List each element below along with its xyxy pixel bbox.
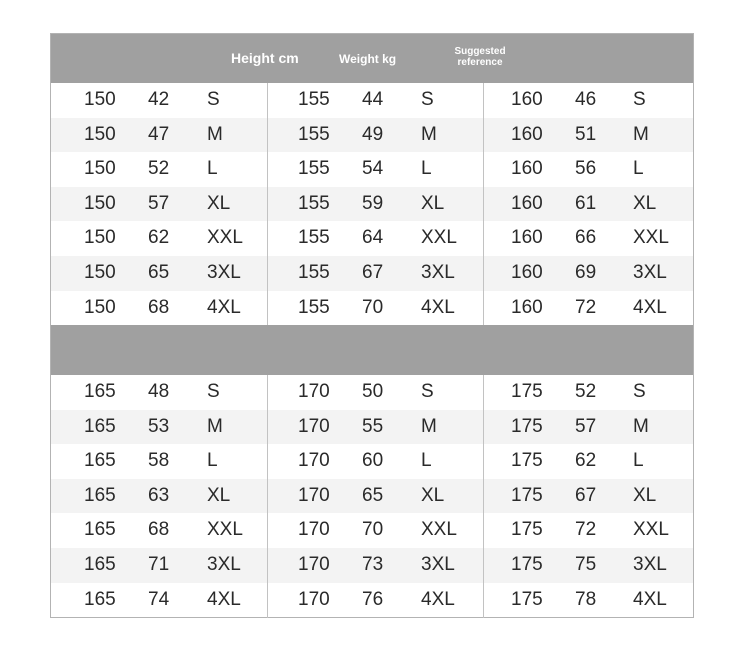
weight-cell: 66 <box>575 227 597 249</box>
size-cell: XL <box>421 192 445 214</box>
height-cell: 160 <box>511 227 543 249</box>
size-cell: S <box>421 89 434 110</box>
size-cell: XXL <box>633 227 669 249</box>
height-cell: 160 <box>511 123 543 145</box>
height-header: Height cm <box>231 50 299 66</box>
height-cell: 170 <box>298 415 330 437</box>
height-cell: 175 <box>511 554 543 575</box>
height-cell: 165 <box>84 588 116 610</box>
size-cell: XL <box>207 192 231 214</box>
size-cell: M <box>207 123 223 145</box>
height-cell: 175 <box>511 588 543 610</box>
weight-cell: 58 <box>148 450 170 472</box>
height-cell: 155 <box>298 192 330 214</box>
size-cell: 3XL <box>421 554 455 575</box>
height-cell: 160 <box>511 262 543 283</box>
weight-cell: 72 <box>575 296 597 318</box>
weight-cell: 78 <box>575 588 597 610</box>
weight-cell: 60 <box>362 450 384 472</box>
height-cell: 165 <box>84 381 116 402</box>
size-cell: S <box>207 89 220 110</box>
size-cell: 3XL <box>207 554 241 575</box>
weight-header: Weight kg <box>339 52 397 66</box>
weight-cell: 55 <box>362 415 384 437</box>
size-cell: S <box>207 381 220 402</box>
suggested-header-line2: reference <box>457 57 503 68</box>
height-cell: 175 <box>511 484 543 506</box>
size-cell: XL <box>421 484 445 506</box>
table-row <box>51 548 693 583</box>
table-row <box>51 583 693 618</box>
weight-cell: 42 <box>148 89 170 110</box>
height-cell: 160 <box>511 89 543 110</box>
weight-cell: 75 <box>575 554 597 575</box>
table-row <box>51 152 693 187</box>
column-divider <box>483 375 484 618</box>
height-cell: 155 <box>298 123 330 145</box>
weight-cell: 72 <box>575 519 597 541</box>
weight-cell: 71 <box>148 554 170 575</box>
column-divider <box>267 375 268 618</box>
table-row <box>51 410 693 445</box>
height-cell: 160 <box>511 158 543 180</box>
height-cell: 155 <box>298 262 330 283</box>
size-cell: XXL <box>421 519 457 541</box>
size-cell: 4XL <box>207 588 241 610</box>
weight-cell: 68 <box>148 296 170 318</box>
weight-cell: 57 <box>148 192 170 214</box>
height-cell: 155 <box>298 158 330 180</box>
table-row <box>51 187 693 222</box>
table-row <box>51 479 693 514</box>
weight-cell: 47 <box>148 123 170 145</box>
size-cell: S <box>633 89 646 110</box>
weight-cell: 65 <box>362 484 384 506</box>
height-cell: 150 <box>84 262 116 283</box>
size-cell: XXL <box>633 519 669 541</box>
size-cell: XL <box>633 484 657 506</box>
weight-cell: 44 <box>362 89 384 110</box>
weight-cell: 73 <box>362 554 384 575</box>
table-block-1 <box>51 83 693 325</box>
size-cell: L <box>633 450 644 472</box>
table-row <box>51 221 693 256</box>
size-cell: 3XL <box>421 262 455 283</box>
size-cell: 4XL <box>633 296 667 318</box>
size-chart-table <box>50 33 694 618</box>
weight-cell: 65 <box>148 262 170 283</box>
table-block-2 <box>51 375 693 618</box>
weight-cell: 48 <box>148 381 170 402</box>
size-cell: XXL <box>207 227 243 249</box>
weight-cell: 49 <box>362 123 384 145</box>
size-cell: M <box>421 415 437 437</box>
size-cell: M <box>633 415 649 437</box>
height-cell: 165 <box>84 484 116 506</box>
weight-cell: 51 <box>575 123 597 145</box>
table-row <box>51 291 693 326</box>
height-cell: 160 <box>511 296 543 318</box>
weight-cell: 59 <box>362 192 384 214</box>
suggested-header-line1: Suggested <box>454 46 506 57</box>
column-divider <box>267 83 268 325</box>
table-row <box>51 256 693 291</box>
height-cell: 175 <box>511 519 543 541</box>
height-cell: 150 <box>84 192 116 214</box>
height-cell: 170 <box>298 554 330 575</box>
size-cell: XXL <box>207 519 243 541</box>
weight-cell: 67 <box>362 262 384 283</box>
table-row <box>51 118 693 153</box>
size-cell: L <box>421 450 432 472</box>
size-cell: XL <box>207 484 231 506</box>
column-divider <box>483 83 484 325</box>
size-cell: 4XL <box>421 588 455 610</box>
weight-cell: 70 <box>362 519 384 541</box>
weight-cell: 74 <box>148 588 170 610</box>
height-cell: 170 <box>298 450 330 472</box>
weight-cell: 61 <box>575 192 597 214</box>
weight-cell: 57 <box>575 415 597 437</box>
size-cell: L <box>633 158 644 180</box>
weight-cell: 56 <box>575 158 597 180</box>
table-row <box>51 444 693 479</box>
size-cell: 4XL <box>207 296 241 318</box>
weight-cell: 69 <box>575 262 597 283</box>
size-cell: S <box>421 381 434 402</box>
suggested-header <box>449 46 511 68</box>
height-cell: 150 <box>84 227 116 249</box>
weight-cell: 54 <box>362 158 384 180</box>
height-cell: 150 <box>84 158 116 180</box>
weight-cell: 68 <box>148 519 170 541</box>
height-cell: 170 <box>298 519 330 541</box>
height-cell: 165 <box>84 519 116 541</box>
height-cell: 155 <box>298 296 330 318</box>
height-cell: 170 <box>298 381 330 402</box>
weight-cell: 64 <box>362 227 384 249</box>
weight-cell: 62 <box>148 227 170 249</box>
table-header <box>51 34 693 83</box>
weight-cell: 53 <box>148 415 170 437</box>
table-row <box>51 83 693 118</box>
height-cell: 155 <box>298 227 330 249</box>
height-cell: 165 <box>84 415 116 437</box>
size-cell: M <box>633 123 649 145</box>
weight-cell: 52 <box>575 381 597 402</box>
size-cell: L <box>207 450 218 472</box>
weight-cell: 63 <box>148 484 170 506</box>
weight-cell: 46 <box>575 89 597 110</box>
height-cell: 170 <box>298 588 330 610</box>
height-cell: 175 <box>511 381 543 402</box>
height-cell: 150 <box>84 123 116 145</box>
size-cell: L <box>421 158 432 180</box>
size-cell: 4XL <box>633 588 667 610</box>
size-cell: XXL <box>421 227 457 249</box>
weight-cell: 70 <box>362 296 384 318</box>
weight-cell: 52 <box>148 158 170 180</box>
weight-cell: 62 <box>575 450 597 472</box>
size-cell: S <box>633 381 646 402</box>
height-cell: 150 <box>84 296 116 318</box>
height-cell: 165 <box>84 450 116 472</box>
table-row <box>51 513 693 548</box>
height-cell: 150 <box>84 89 116 110</box>
height-cell: 160 <box>511 192 543 214</box>
size-cell: 3XL <box>633 262 667 283</box>
height-cell: 170 <box>298 484 330 506</box>
height-cell: 155 <box>298 89 330 110</box>
size-cell: M <box>421 123 437 145</box>
size-cell: 3XL <box>633 554 667 575</box>
size-cell: 3XL <box>207 262 241 283</box>
table-row <box>51 375 693 410</box>
section-divider-band <box>51 325 693 375</box>
height-cell: 175 <box>511 450 543 472</box>
size-cell: L <box>207 158 218 180</box>
size-cell: M <box>207 415 223 437</box>
weight-cell: 76 <box>362 588 384 610</box>
weight-cell: 50 <box>362 381 384 402</box>
weight-cell: 67 <box>575 484 597 506</box>
size-cell: XL <box>633 192 657 214</box>
size-cell: 4XL <box>421 296 455 318</box>
height-cell: 165 <box>84 554 116 575</box>
height-cell: 175 <box>511 415 543 437</box>
